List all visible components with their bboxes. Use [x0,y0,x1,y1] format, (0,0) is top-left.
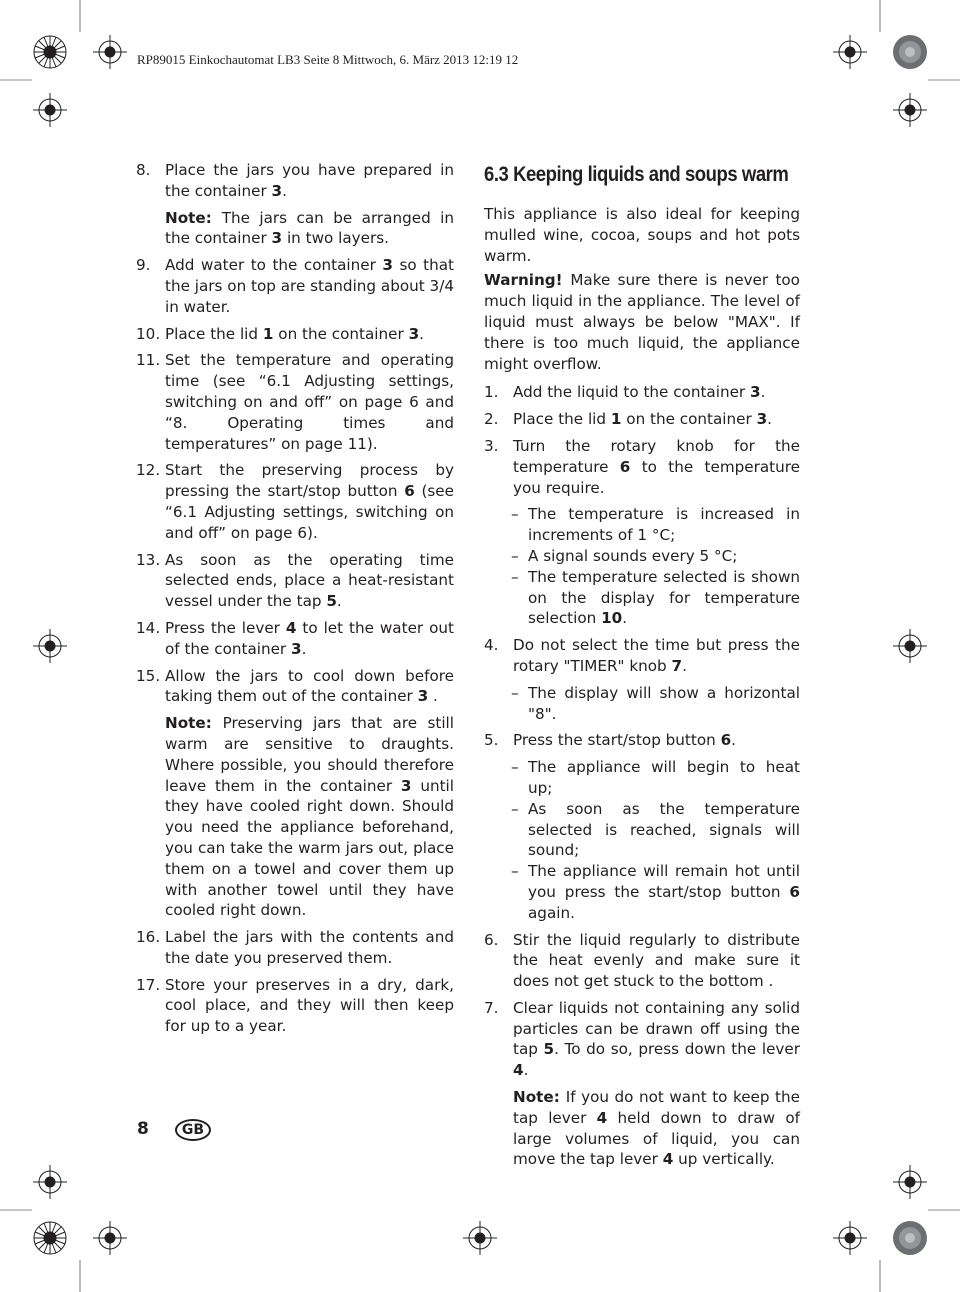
list-item-text: Press the start/stop button 6. [513,731,736,750]
page-number: 8 [137,1119,149,1139]
list-item-text: Clear liquids not containing any solid particles can be drawn off using the tap 5. To do so, press down the lever 4. [513,998,800,1080]
dash-marker: – [511,862,519,881]
list-item [484,635,800,677]
section-heading: 6.3 Keeping liquids and soups warm [484,163,789,186]
note-text: If you do not want to keep the tap lever 4 held down to draw of large volumes of liquid, you can move the tap lever 4 up vertically. [513,1088,800,1169]
list-item-number: 6. [484,930,499,949]
note-paragraph [165,208,454,250]
dash-text: The appliance will begin to heat up; [528,758,800,797]
dash-text: The temperature is increased in increments of 1 °C; [528,505,800,545]
list-item-number: 13. [136,550,161,569]
right-column [484,160,800,1176]
warning-paragraph [484,270,800,374]
note-label: Note: [165,714,223,733]
dash-item [511,799,800,861]
dash-marker: – [511,758,519,777]
list-item-text: Stir the liquid regularly to distribute the heat evenly and make sure it does not get stuck to the bottom . [513,930,800,991]
dash-list [484,504,800,629]
list-item-number: 7. [484,998,499,1017]
list-item [136,550,454,612]
list-item-number: 3. [484,436,499,455]
left-column [136,160,454,1043]
list-item-text: As soon as the operating time selected ends, place a heat-resistant vessel under the tap 5. [165,550,454,611]
dash-item [511,861,800,923]
dash-marker: – [511,505,519,524]
list-item [484,409,800,430]
list-item-text: Add water to the container 3 so that the jars on top are standing about 3/4 in water. [165,256,455,316]
note-text: Preserving jars that are still warm are sensitive to draughts. Where possible, you should therefore leave them in the container 3 until they have cooled right down. Should you need the appliance beforehand, you can take the warm jars out, place them on a towel and cover them up with another towel until they have cooled right down. [165,714,454,920]
list-item-number: 10. [136,324,161,343]
dash-list [484,683,800,725]
dash-item [511,683,800,725]
dash-text: The display will show a horizontal "8". [528,683,800,723]
list-item-text: Add the liquid to the container 3. [513,383,766,402]
dash-marker: – [511,567,519,586]
note-paragraph [165,713,454,921]
list-item-number: 4. [484,636,499,655]
note-label: Note: [513,1088,566,1107]
list-item [136,975,454,1037]
list-item [484,382,800,403]
list-item-number: 8. [136,161,151,179]
list-item-text: Label the jars with the contents and the date you preserved them. [165,928,454,967]
list-item-text: Turn the rotary knob for the temperature 6 to the temperature you require. [513,436,800,497]
dash-marker: – [511,546,519,565]
dash-list [484,757,800,923]
dash-marker: – [511,683,519,702]
intro-paragraph: This appliance is also ideal for keeping mulled wine, cocoa, soups and hot pots warm. [484,205,800,265]
note-paragraph [513,1087,800,1170]
list-item-text: Place the lid 1 on the container 3. [165,324,424,343]
dash-item [511,567,800,629]
list-item-number: 12. [136,461,161,480]
list-item [136,618,454,660]
dash-text: The appliance will remain hot until you press the start/stop button 6 again. [528,862,800,922]
dash-text: As soon as the temperature selected is reached, signals will sound; [528,799,800,860]
dash-item [511,757,800,799]
warning-text: Make sure there is never too much liquid in the appliance. The level of liquid must always be below "MAX". If there is too much liquid, the appliance might overflow. [484,271,800,373]
list-item-number: 16. [136,928,161,947]
list-item-number: 9. [136,256,151,275]
dash-item [511,546,800,567]
note-text: The jars can be arranged in the container 3 in two layers. [165,208,454,248]
gradient-disc-icon [893,35,927,1255]
list-item [136,666,454,708]
list-item-text: Place the lid 1 on the container 3. [513,410,772,429]
list-item [136,927,454,969]
list-item-number: 11. [136,351,161,370]
list-item [136,160,454,202]
starburst-icon [34,36,66,1254]
note-label: Note: [165,208,222,227]
list-item-text: Store your preserves in a dry, dark, cool place, and they will then keep for up to a year. [165,975,454,1036]
list-item-number: 2. [484,410,499,429]
list-item [136,255,454,317]
list-item-number: 15. [136,666,161,685]
list-item-text: Place the jars you have prepared in the container 3. [165,161,454,200]
list-item-number: 17. [136,975,161,994]
list-item-text: Allow the jars to cool down before taking them out of the container 3 . [165,666,454,706]
warning-label: Warning! [484,271,571,290]
language-badge: GB [175,1119,211,1141]
list-item [484,930,800,992]
dash-text: A signal sounds every 5 °C; [528,546,738,565]
dash-text: The temperature selected is shown on the display for temperature selection 10. [528,567,800,628]
list-item-text: Press the lever 4 to let the water out of the container 3. [165,618,454,658]
list-item-number: 14. [136,618,161,637]
list-item-number: 5. [484,731,499,750]
list-item [484,998,800,1081]
list-item-number: 1. [484,383,499,402]
list-item [136,324,454,345]
list-item [136,460,454,543]
list-item-text: Set the temperature and operating time (see “6.1 Adjusting settings, switching on and off” on page 6 and “8. Operating times and temperatures” on page 11). [165,351,454,453]
print-slug: RP89015 Einkochautomat LB3 Seite 8 Mittwoch, 6. März 2013 12:19 12 [137,52,519,67]
list-item [136,350,454,454]
list-item-text: Start the preserving process by pressing the start/stop button 6 (see “6.1 Adjusting settings, switching on and off” on page 6). [165,461,454,542]
dash-marker: – [511,799,519,818]
list-item [484,730,800,751]
list-item [484,436,800,498]
list-item-text: Do not select the time but press the rotary "TIMER" knob 7. [513,636,800,675]
dash-item [511,504,800,546]
